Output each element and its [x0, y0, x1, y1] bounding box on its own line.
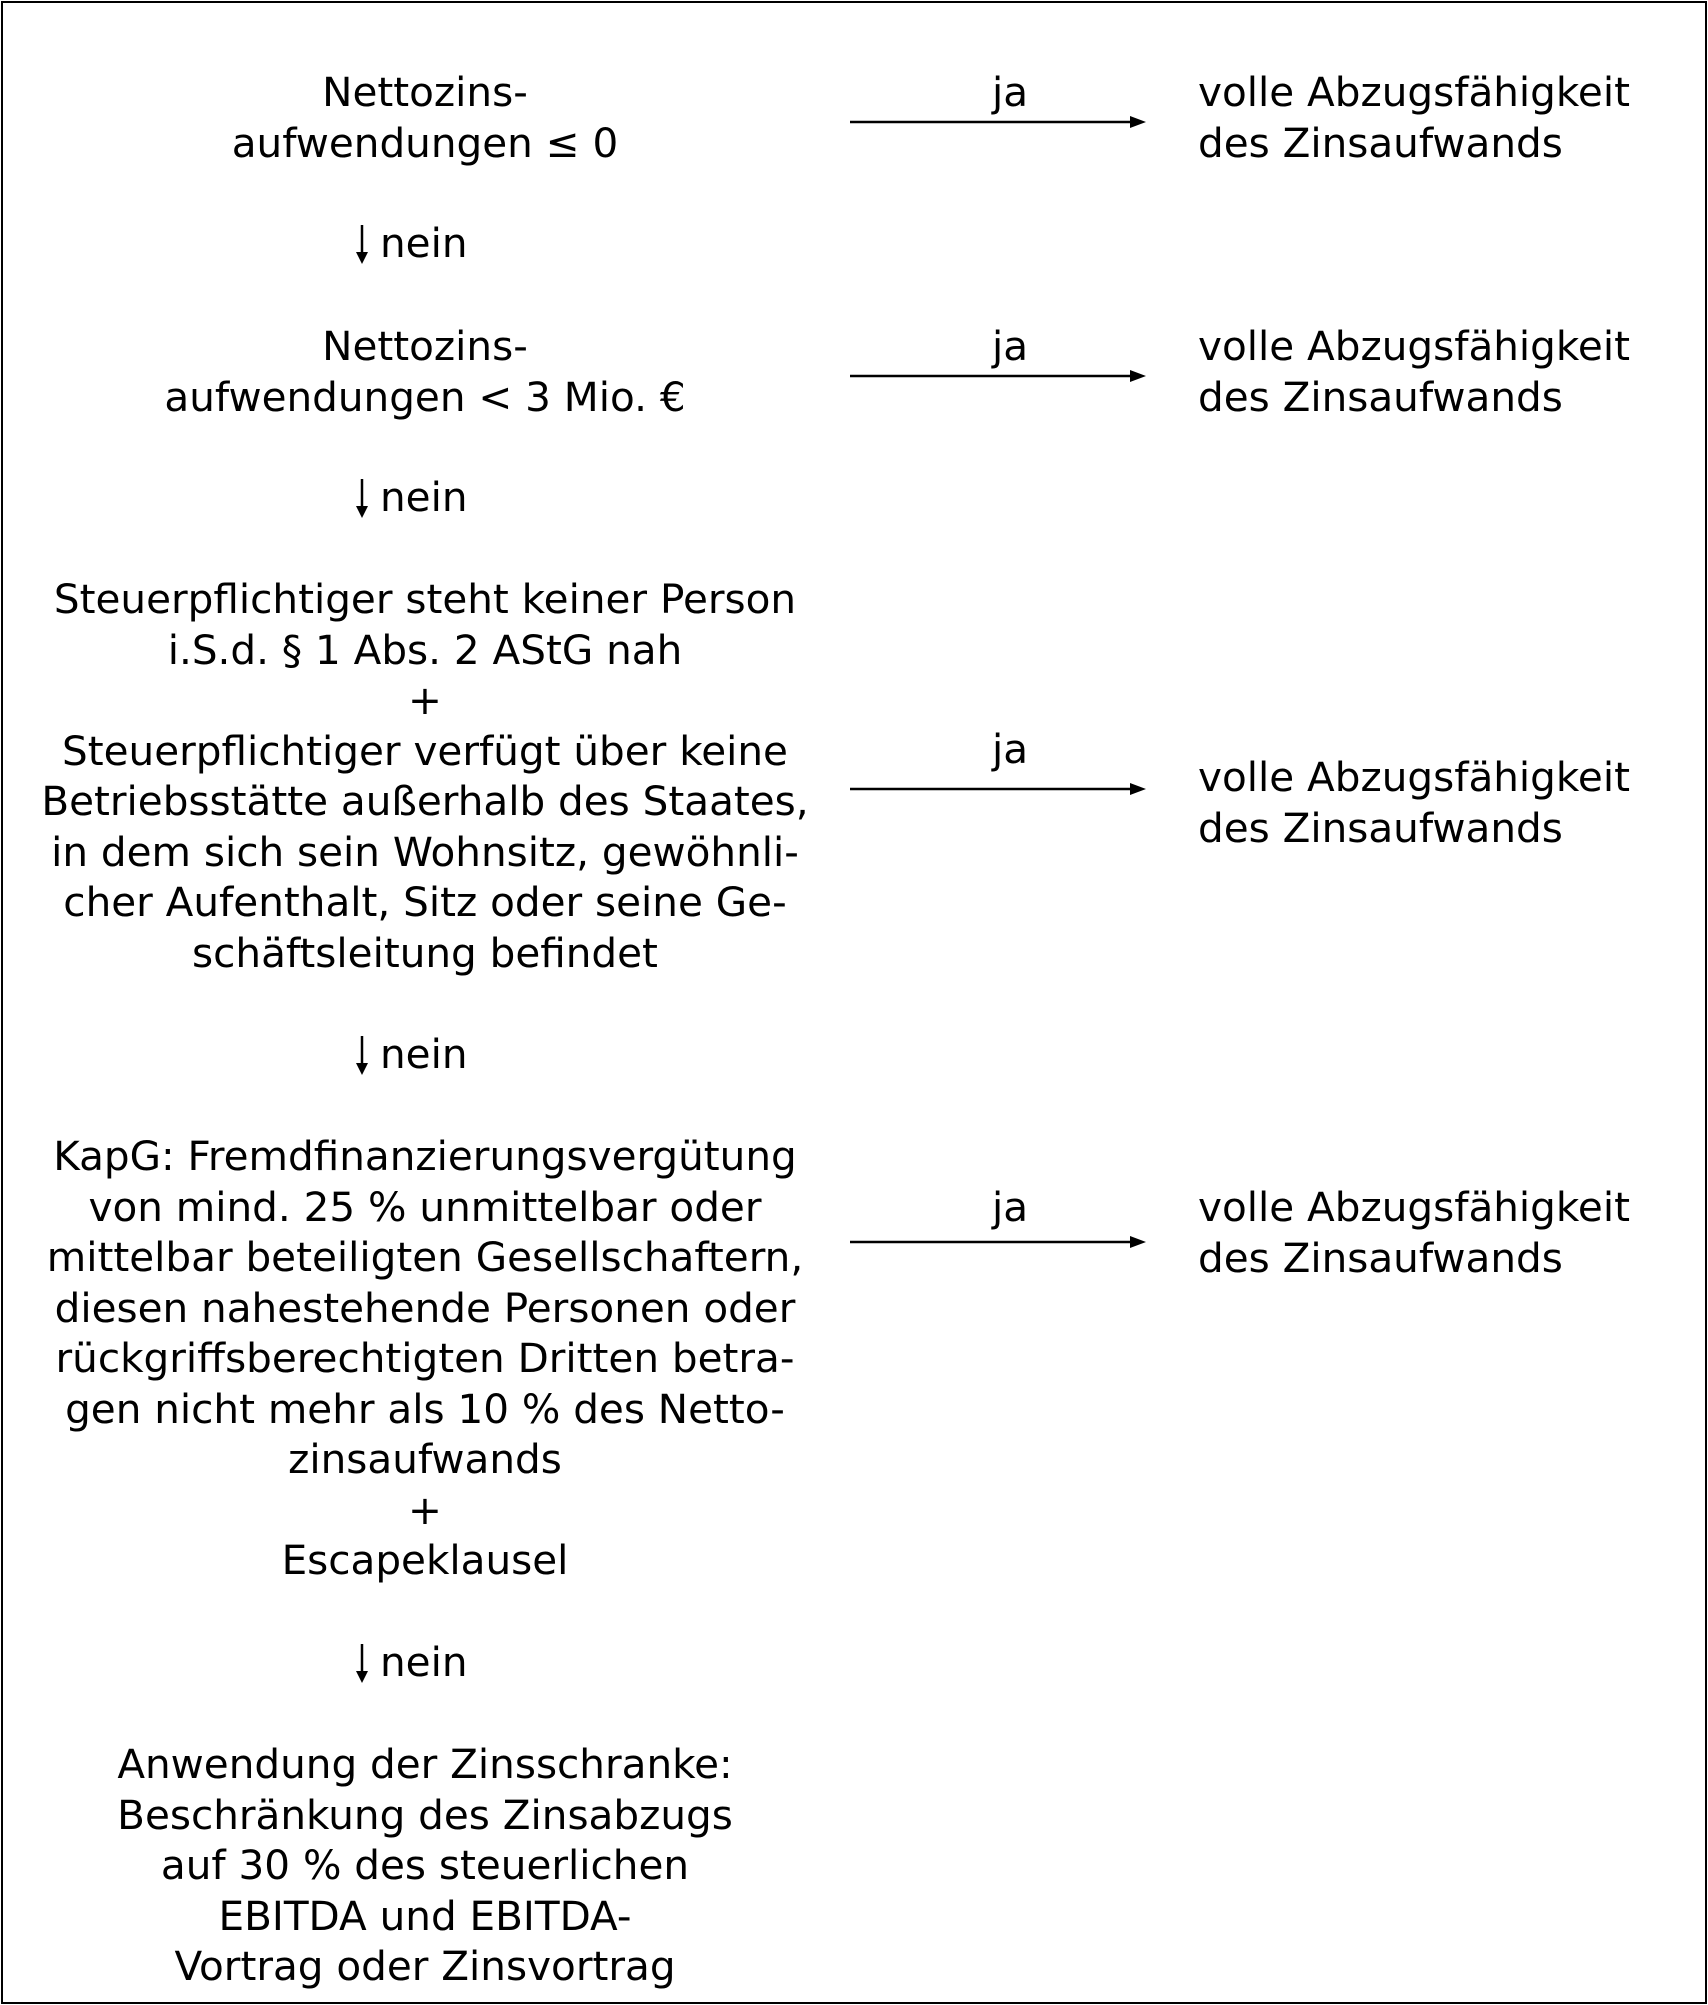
yes-result-4: volle Abzugsfähigkeit des Zinsaufwands: [1198, 1183, 1630, 1282]
no-label-2: nein: [380, 473, 468, 521]
final-result: Anwendung der Zinsschranke: Beschränkung des Zinsabzugs auf 30 % des steuerlichen EBITDA und EBITDA- Vortrag oder Zinsvortrag: [117, 1740, 733, 1990]
yes-result-2: volle Abzugsfähigkeit des Zinsaufwands: [1198, 322, 1630, 421]
yes-label-3: ja: [991, 725, 1029, 773]
down-arrow-icon: [352, 1030, 374, 1080]
yes-arrow-4: [850, 1232, 1150, 1254]
yes-label-4: ja: [991, 1183, 1029, 1231]
yes-result-3: volle Abzugsfähigkeit des Zinsaufwands: [1198, 753, 1630, 852]
no-label-4: nein: [380, 1638, 468, 1686]
condition-2: Nettozins- aufwendungen < 3 Mio. €: [164, 322, 686, 421]
yes-result-1: volle Abzugsfähigkeit des Zinsaufwands: [1198, 68, 1630, 167]
no-label-3: nein: [380, 1030, 468, 1078]
down-arrow-icon: [352, 473, 374, 523]
yes-arrow-3: [850, 779, 1150, 801]
condition-1: Nettozins- aufwendungen ≤ 0: [231, 68, 619, 167]
no-label-1: nein: [380, 219, 468, 267]
yes-label-1: ja: [991, 68, 1029, 116]
yes-arrow-1: [850, 112, 1150, 134]
condition-3: Steuerpflichtiger steht keiner Person i.S.d. § 1 Abs. 2 AStG nah + Steuerpflichtiger verfügt über keine Betriebsstätte außerhalb des Staates, in dem sich sein Wohnsitz, gewöhnli- cher Aufenthalt, Sitz oder seine Ge- schäftsleitung befindet: [41, 575, 809, 977]
yes-arrow-2: [850, 366, 1150, 388]
yes-label-2: ja: [991, 322, 1029, 370]
down-arrow-icon: [352, 1638, 374, 1688]
condition-4: KapG: Fremdfinanzierungsvergütung von mind. 25 % unmittelbar oder mittelbar beteiligten Gesellschaftern, diesen nahestehende Personen oder rückgriffsberechtigten Dritten betra- gen nicht mehr als 10 % des Netto- zinsaufwands + Escapeklausel: [46, 1132, 804, 1584]
diagram-frame: [1, 1, 1707, 2004]
down-arrow-icon: [352, 219, 374, 269]
